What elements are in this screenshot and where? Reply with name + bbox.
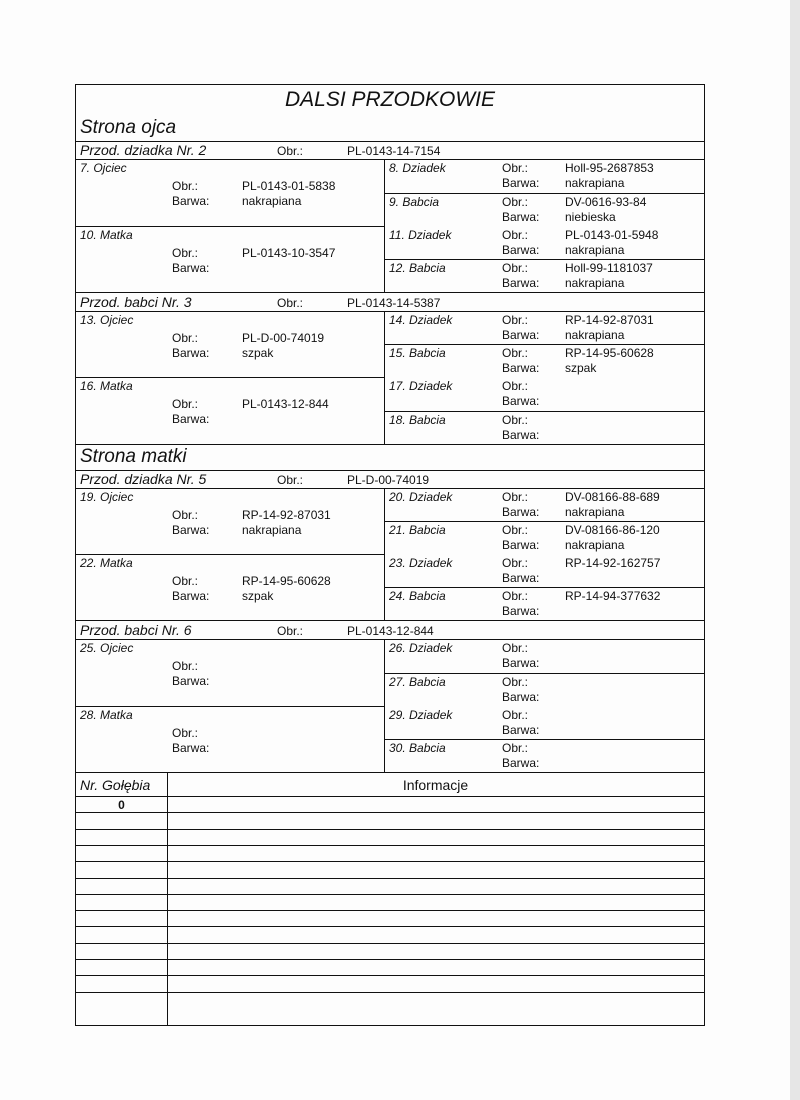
grandparent-ring-number: PL-0143-01-5948 [565,228,659,242]
group-bottom-line [76,292,704,293]
grandparent-row-divider [384,259,704,260]
grandparent-ring-number: Holl-95-2687853 [565,161,654,175]
grandparent-barwa-label: Barwa: [502,328,540,342]
group-header-bottom-line [76,639,704,640]
parent-name: 25. Ojciec [80,641,134,655]
grandparent-row-divider [384,411,704,412]
grandparent-obr-label: Obr.: [502,313,529,327]
grandparent-name: 11. Dziadek [389,228,452,242]
grandparent-barwa-label: Barwa: [502,538,540,552]
grandparent-row-divider [384,587,704,588]
info-table-row-line [76,926,704,927]
parent-row-divider [76,377,384,378]
grandparent-name: 30. Babcia [389,741,446,755]
grandparent-ring-number: Holl-99-1181037 [565,261,653,275]
grandparent-obr-label: Obr.: [502,641,529,655]
grandparent-ring-number: DV-08166-88-689 [565,490,660,504]
grandparent-obr-label: Obr.: [502,412,529,427]
parent-name: 28. Matka [80,708,133,722]
parent-barwa-label: Barwa: [172,346,210,360]
group-bottom-line [76,444,704,445]
parent-barwa-label: Barwa: [172,674,210,688]
grandparent-obr-label: Obr.: [502,161,529,175]
grandparent-name: 14. Dziadek [389,313,453,327]
grandparent-obr-label: Obr.: [502,379,529,393]
group-header-label: Przod. babci Nr. 3 [80,294,192,310]
grandparent-obr-label: Obr.: [502,346,529,360]
grandparent-barwa-label: Barwa: [502,176,540,190]
grandparent-barwa-label: Barwa: [502,361,540,375]
grandparent-barwa-label: Barwa: [502,723,540,737]
group-header-label: Przod. dziadka Nr. 2 [80,142,207,158]
info-table-column-divider [167,772,168,1025]
group-header-obr-label: Obr.: [277,624,304,638]
info-table-header-line [76,796,704,797]
grandparent-obr-label: Obr.: [502,228,529,242]
info-table-row-line [76,959,704,960]
grandparent-row-divider [384,673,704,674]
parent-ring-number: RP-14-95-60628 [242,574,331,588]
grandparent-barwa-label: Barwa: [502,427,540,442]
parent-ring-number: PL-D-00-74019 [242,331,325,345]
parent-name: 22. Matka [80,556,133,570]
parents-grandparents-divider [384,159,385,292]
grandparent-obr-label: Obr.: [502,674,529,689]
grandparent-name: 27. Babcia [389,674,446,689]
parent-ring-number: PL-0143-01-5838 [242,179,336,193]
grandparent-name: 26. Dziadek [389,641,453,655]
parent-name: 7. Ojciec [80,161,127,175]
group-bottom-line [76,772,704,773]
group-header-obr-label: Obr.: [277,473,304,487]
parents-grandparents-divider [384,488,385,620]
grandparent-color-value: nakrapiana [565,505,625,519]
grandparent-ring-number: DV-08166-86-120 [565,523,660,537]
group-header-bottom-line [76,159,704,160]
info-table-row-line [76,845,704,846]
group-header-ring-number: PL-0143-12-844 [347,624,434,638]
grandparent-name: 21. Babcia [389,523,446,537]
parent-color-value: nakrapiana [242,523,302,537]
grandparent-barwa-label: Barwa: [502,571,540,585]
info-table-row-line [76,894,704,895]
group-header-bottom-line [76,488,704,489]
grandparent-name: 23. Dziadek [389,556,453,570]
group-header-ring-number: PL-D-00-74019 [347,473,430,487]
parent-name: 10. Matka [80,228,133,242]
grandparent-barwa-label: Barwa: [502,689,540,704]
grandparent-barwa-label: Barwa: [502,243,540,257]
father-side-heading: Strona ojca [80,117,177,138]
grandparent-barwa-label: Barwa: [502,276,540,290]
parent-barwa-label: Barwa: [172,523,210,537]
info-table-row-line [76,861,704,862]
grandparent-name: 17. Dziadek [389,379,453,393]
parent-obr-label: Obr.: [172,246,199,260]
group-header-bottom-line [76,311,704,312]
group-header-ring-number: PL-0143-14-7154 [347,144,441,158]
grandparent-obr-label: Obr.: [502,194,529,209]
grandparent-color-value: nakrapiana [565,276,625,290]
grandparent-obr-label: Obr.: [502,261,529,275]
grandparent-name: 12. Babcia [389,261,446,275]
grandparent-obr-label: Obr.: [502,741,529,755]
grandparent-barwa-label: Barwa: [502,209,540,224]
info-table-row-line [76,829,704,830]
grandparent-ring-number: RP-14-95-60628 [565,346,654,360]
parent-obr-label: Obr.: [172,508,199,522]
grandparent-ring-number: RP-14-92-87031 [565,313,654,327]
grandparent-name: 24. Babcia [389,589,446,603]
grandparent-color-value: nakrapiana [565,328,625,342]
paper-edge [790,0,800,1100]
grandparent-row-divider [384,739,704,740]
grandparent-obr-label: Obr.: [502,490,529,504]
parents-grandparents-divider [384,639,385,772]
information-column-header: Informacje [402,777,469,793]
grandparent-color-value: nakrapiana [565,176,625,190]
grandparent-color-value: niebieska [565,209,616,224]
parent-color-value: szpak [242,589,274,603]
mother-side-heading: Strona matki [80,446,187,467]
grandparent-row-divider [384,521,704,522]
parent-ring-number: PL-0143-10-3547 [242,246,336,260]
parent-name: 13. Ojciec [80,313,134,327]
grandparent-name: 9. Babcia [389,194,440,209]
info-table-row-line [76,992,704,993]
grandparent-row-divider [384,344,704,345]
group-header-ring-number: PL-0143-14-5387 [347,296,441,310]
info-table-row-line [76,812,704,813]
parent-barwa-label: Barwa: [172,261,210,275]
parent-color-value: nakrapiana [242,194,302,208]
group-header-label: Przod. babci Nr. 6 [80,622,192,638]
parent-color-value: szpak [242,346,274,360]
parent-row-divider [76,706,384,707]
grandparent-color-value: nakrapiana [565,538,625,552]
grandparent-ring-number: RP-14-92-162757 [565,556,661,570]
grandparent-barwa-label: Barwa: [502,394,540,408]
info-table-row-line [76,943,704,944]
parents-grandparents-divider [384,311,385,444]
grandparent-color-value: szpak [565,361,597,375]
group-bottom-line [76,620,704,621]
group-header-obr-label: Obr.: [277,296,304,310]
parent-barwa-label: Barwa: [172,194,210,208]
parent-barwa-label: Barwa: [172,589,210,603]
grandparent-name: 15. Babcia [389,346,446,360]
grandparent-obr-label: Obr.: [502,589,529,603]
group-header-obr-label: Obr.: [277,144,304,158]
parent-name: 19. Ojciec [80,490,134,504]
group-header-label: Przod. dziadka Nr. 5 [80,471,207,487]
grandparent-name: 8. Dziadek [389,161,446,175]
parent-barwa-label: Barwa: [172,741,210,755]
grandparent-barwa-label: Barwa: [502,505,540,519]
parent-name: 16. Matka [80,379,133,393]
parent-obr-label: Obr.: [172,179,199,193]
grandparent-ring-number: RP-14-94-377632 [565,589,661,603]
parent-obr-label: Obr.: [172,397,199,411]
parent-ring-number: RP-14-92-87031 [242,508,331,522]
parent-obr-label: Obr.: [172,726,199,740]
parent-barwa-label: Barwa: [172,412,210,426]
parent-ring-number: PL-0143-12-844 [242,397,329,411]
grandparent-obr-label: Obr.: [502,556,529,570]
grandparent-ring-number: DV-0616-93-84 [565,194,647,209]
pigeon-number-cell[interactable]: 0 [118,798,125,812]
grandparent-obr-label: Obr.: [502,708,529,722]
grandparent-color-value: nakrapiana [565,243,625,257]
info-table-row-line [76,910,704,911]
parent-obr-label: Obr.: [172,331,199,345]
grandparent-row-divider [384,193,704,194]
info-table-row-line [76,878,704,879]
parent-obr-label: Obr.: [172,574,199,588]
page-title: DALSI PRZODKOWIE [284,88,496,111]
grandparent-barwa-label: Barwa: [502,756,540,770]
parent-row-divider [76,554,384,555]
grandparent-name: 29. Dziadek [389,708,453,722]
grandparent-obr-label: Obr.: [502,523,529,537]
info-table-row-line [76,975,704,976]
grandparent-barwa-label: Barwa: [502,656,540,670]
grandparent-barwa-label: Barwa: [502,604,540,618]
parent-row-divider [76,226,384,227]
parent-obr-label: Obr.: [172,659,199,673]
grandparent-name: 18. Babcia [389,412,446,427]
pigeon-number-column-header: Nr. Gołębia [80,777,151,793]
grandparent-name: 20. Dziadek [389,490,453,504]
